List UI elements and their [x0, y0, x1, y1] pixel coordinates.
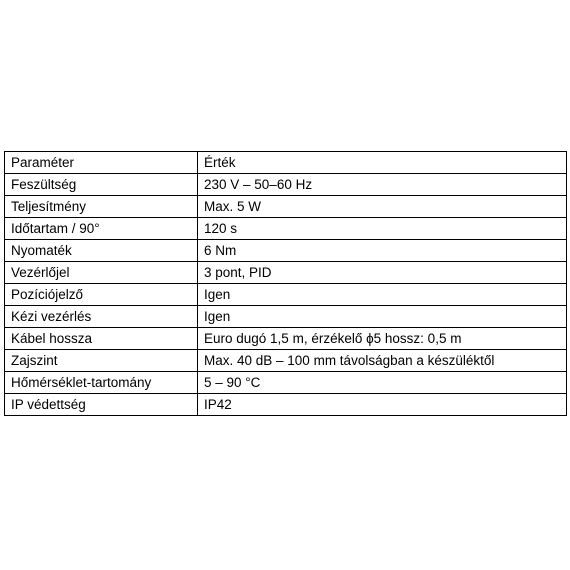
table-row [5, 394, 567, 416]
table-row [5, 218, 567, 240]
table-row [5, 328, 567, 350]
value-cell: IP42 [198, 394, 567, 416]
value-cell: Euro dugó 1,5 m, érzékelő ϕ5 hossz: 0,5 m [198, 328, 567, 350]
header-value-cell: Érték [198, 152, 567, 174]
table-row [5, 372, 567, 394]
param-cell: Nyomaték [5, 240, 198, 262]
value-cell: Max. 5 W [198, 196, 567, 218]
table-row [5, 284, 567, 306]
table-row [5, 262, 567, 284]
table-header-row [5, 152, 567, 174]
value-cell: 3 pont, PID [198, 262, 567, 284]
spec-table [4, 151, 567, 416]
value-cell: 120 s [198, 218, 567, 240]
value-cell: 230 V – 50–60 Hz [198, 174, 567, 196]
param-cell: Kábel hossza [5, 328, 198, 350]
header-param-cell: Paraméter [5, 152, 198, 174]
value-cell: 6 Nm [198, 240, 567, 262]
value-cell: 5 – 90 °C [198, 372, 567, 394]
value-cell: Max. 40 dB – 100 mm távolságban a készüléktől [198, 350, 567, 372]
table-row [5, 196, 567, 218]
param-cell: Kézi vezérlés [5, 306, 198, 328]
param-cell: Feszültség [5, 174, 198, 196]
param-cell: Hőmérséklet-tartomány [5, 372, 198, 394]
table-row [5, 306, 567, 328]
value-cell: Igen [198, 284, 567, 306]
table-row [5, 240, 567, 262]
param-cell: Teljesítmény [5, 196, 198, 218]
table-row [5, 174, 567, 196]
param-cell: IP védettség [5, 394, 198, 416]
param-cell: Pozíciójelző [5, 284, 198, 306]
param-cell: Zajszint [5, 350, 198, 372]
param-cell: Vezérlőjel [5, 262, 198, 284]
param-cell: Időtartam / 90° [5, 218, 198, 240]
table-row [5, 350, 567, 372]
value-cell: Igen [198, 306, 567, 328]
